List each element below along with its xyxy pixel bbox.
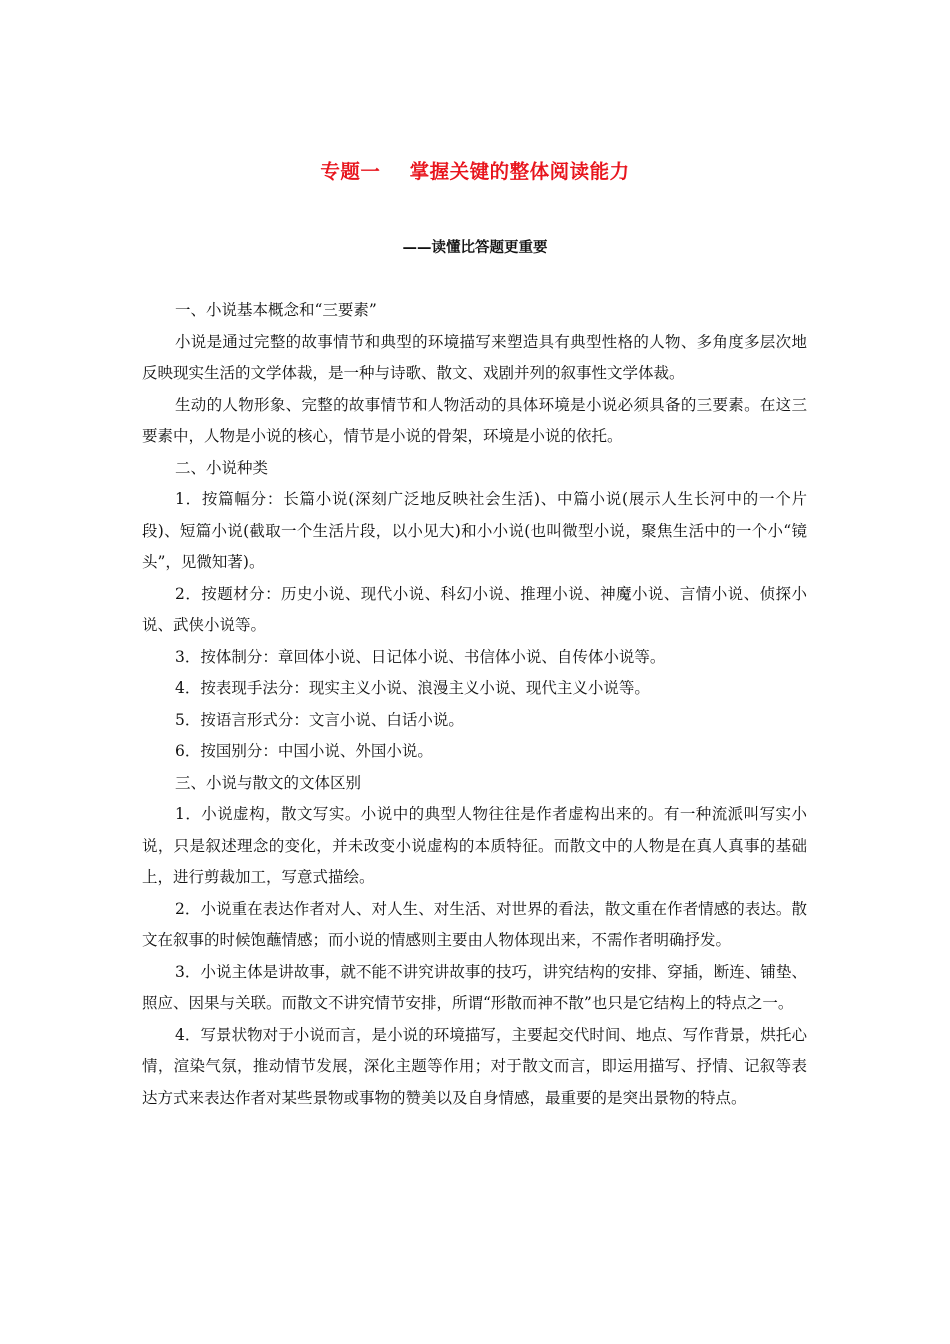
paragraph-three-elements: 生动的人物形象、完整的故事情节和人物活动的具体环境是小说必须具备的三要素。在这三要素中，人物是小说的核心，情节是小说的骨架，环境是小说的依托。 bbox=[142, 395, 807, 445]
difference-item-1: 1．小说虚构，散文写实。小说中的典型人物往往是作者虚构出来的。有一种流派叫写实小说，只是叙述理念的变化，并未改变小说虚构的本质特征。而散文中的人物是在真人真事的基础上，进行剪裁加工，写意式描绘。 bbox=[142, 805, 807, 886]
list-item-length: 1．按篇幅分：长篇小说(深刻广泛地反映社会生活)、中篇小说(展示人生长河中的一个片段)、短篇小说(截取一个生活片段，以小见大)和小小说(也叫微型小说，聚焦生活中的一个小“镜头”，见微知著)。 bbox=[142, 490, 807, 571]
document-body bbox=[142, 295, 807, 1114]
list-item-technique: 4．按表现手法分：现实主义小说、浪漫主义小说、现代主义小说等。 bbox=[175, 679, 650, 697]
paragraph-definition: 小说是通过完整的故事情节和典型的环境描写来塑造具有典型性格的人物、多角度多层次地反映现实生活的文学体裁，是一种与诗歌、散文、戏剧并列的叙事性文学体裁。 bbox=[142, 332, 807, 382]
difference-item-2: 2．小说重在表达作者对人、对人生、对生活、对世界的看法，散文重在作者情感的表达。散文在叙事的时候饱蘸情感；而小说的情感则主要由人物体现出来，不需作者明确抒发。 bbox=[142, 899, 807, 949]
section-heading-1: 一、小说基本概念和“三要素” bbox=[175, 301, 377, 319]
list-item-form: 3．按体制分：章回体小说、日记体小说、书信体小说、自传体小说等。 bbox=[175, 647, 666, 666]
difference-item-3: 3．小说主体是讲故事，就不能不讲究讲故事的技巧，讲究结构的安排、穿插，断连、铺垫、照应、因果与关联。而散文不讲究情节安排，所谓“形散而神不散”也只是它结构上的特点之一。 bbox=[142, 962, 807, 1012]
list-item-subject: 2．按题材分：历史小说、现代小说、科幻小说、推理小说、神魔小说、言情小说、侦探小说、武侠小说等。 bbox=[142, 584, 807, 634]
section-heading-2: 二、小说种类 bbox=[175, 458, 269, 477]
section-heading-3: 三、小说与散文的文体区别 bbox=[175, 773, 362, 792]
difference-item-4: 4．写景状物对于小说而言，是小说的环境描写，主要起交代时间、地点、写作背景，烘托心情，渲染气氛，推动情节发展，深化主题等作用；对于散文而言，即运用描写、抒情、记叙等表达方式来表达作者对某些景物或事物的赞美以及自身情感，最重要的是突出景物的特点。 bbox=[142, 1025, 807, 1107]
list-item-language: 5．按语言形式分：文言小说、白话小说。 bbox=[175, 710, 464, 729]
page-subtitle: ——读懂比答题更重要 bbox=[402, 240, 548, 256]
list-item-country: 6．按国别分：中国小说、外国小说。 bbox=[175, 742, 433, 760]
page-title: 专题一 掌握关键的整体阅读能力 bbox=[320, 160, 630, 183]
